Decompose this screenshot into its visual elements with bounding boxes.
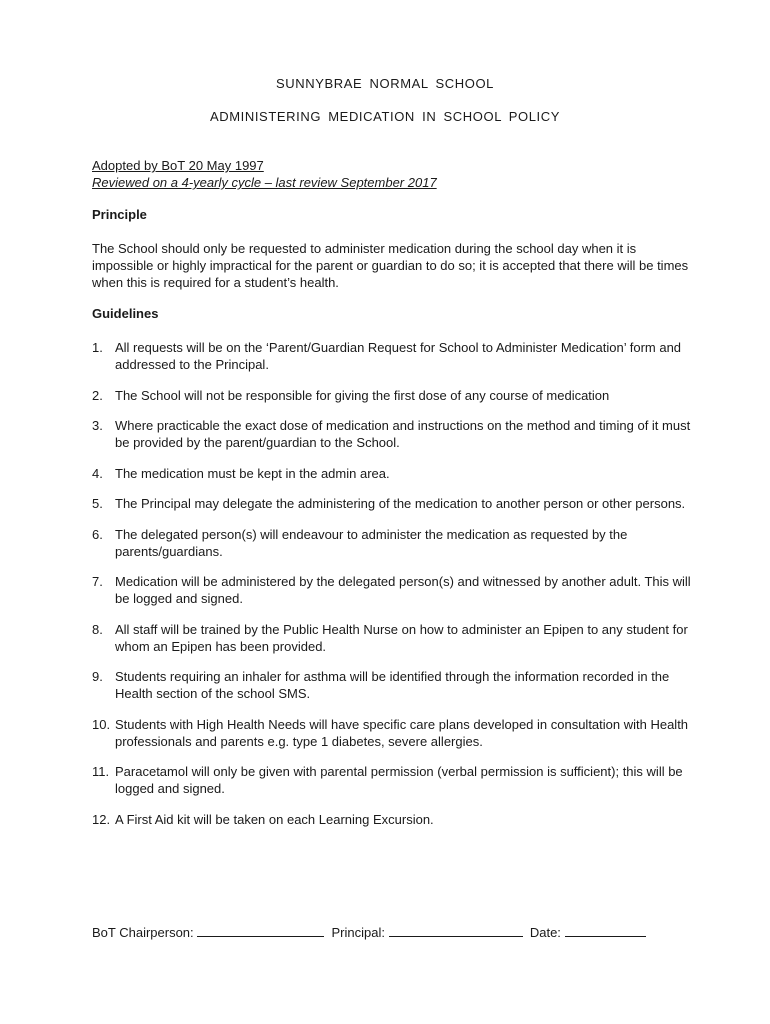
guidelines-list [92,339,692,841]
item-text: The medication must be kept in the admin area. [115,465,390,481]
policy-title: ADMINISTERING MEDICATION IN SCHOOL POLICY [209,109,561,124]
principle-heading: Principle [92,207,147,222]
list-item [92,763,692,797]
list-item [92,387,692,404]
date-label: Date: [529,925,561,940]
list-item [92,339,692,373]
item-text: Paracetamol will only be given with parental permission (verbal permission is sufficient); this will be logged and signed. [115,764,683,796]
item-text: Medication will be administered by the delegated person(s) and witnessed by another adult. This will be logged and signed. [115,574,691,606]
item-text: Students requiring an inhaler for asthma will be identified through the information recorded in the Health section of the school SMS. [115,669,670,701]
item-number: 12. [92,811,111,827]
item-text: The School will not be responsible for giving the first dose of any course of medication [115,387,610,403]
list-item [92,573,692,607]
principal-label: Principal: [331,925,385,940]
review-cycle: Reviewed on a 4-yearly cycle – last review September 2017 [92,175,437,190]
item-text: The delegated person(s) will endeavour to administer the medication as requested by the parents/guardians. [115,526,628,559]
list-item [92,417,692,451]
item-text: A First Aid kit will be taken on each Learning Excursion. [115,811,434,827]
item-number: 5. [92,496,103,511]
item-text: All requests will be on the ‘Parent/Guardian Request for School to Administer Medication’ form and addressed to the Principal. [115,340,682,372]
list-item [92,495,692,512]
signature-block [92,923,646,940]
list-item [92,526,692,560]
adopted-date: Adopted by BoT 20 May 1997 [92,158,264,173]
list-item [92,668,692,702]
item-text: The Principal may delegate the administering of the medication to another person or other persons. [115,496,686,511]
guidelines-heading: Guidelines [92,306,159,321]
principle-text: The School should only be requested to administer medication during the school day when it is impossible or highly impractical for the parent or guardian to do so; it is accepted that there will be times when this is required for a student’s health. [92,241,689,290]
item-number: 4. [92,465,103,481]
item-number: 6. [92,526,103,542]
school-name: SUNNYBRAE NORMAL SCHOOL [276,76,494,91]
item-number: 10. [92,716,111,732]
chairperson-label: BoT Chairperson: [92,925,194,940]
chairperson-signature-line[interactable] [197,923,324,937]
item-text: All staff will be trained by the Public Health Nurse on how to administer an Epipen to any student for whom an Epipen has been provided. [115,621,688,654]
item-number: 7. [92,574,103,589]
item-number: 9. [92,669,103,684]
date-line[interactable] [565,923,646,937]
item-text: Where practicable the exact dose of medication and instructions on the method and timing of it must be provided by the parent/guardian to the School. [115,418,691,450]
item-number: 2. [92,387,103,403]
principal-signature-line[interactable] [389,923,523,937]
list-item [92,716,692,750]
item-number: 3. [92,418,103,433]
item-number: 8. [92,621,103,637]
item-text: Students with High Health Needs will have specific care plans developed in consultation with Health professionals and parents e.g. type 1 diabetes, severe allergies. [115,716,689,749]
list-item [92,621,692,655]
item-number: 11. [92,764,110,779]
list-item [92,811,692,828]
item-number: 1. [92,340,103,355]
list-item [92,465,692,482]
